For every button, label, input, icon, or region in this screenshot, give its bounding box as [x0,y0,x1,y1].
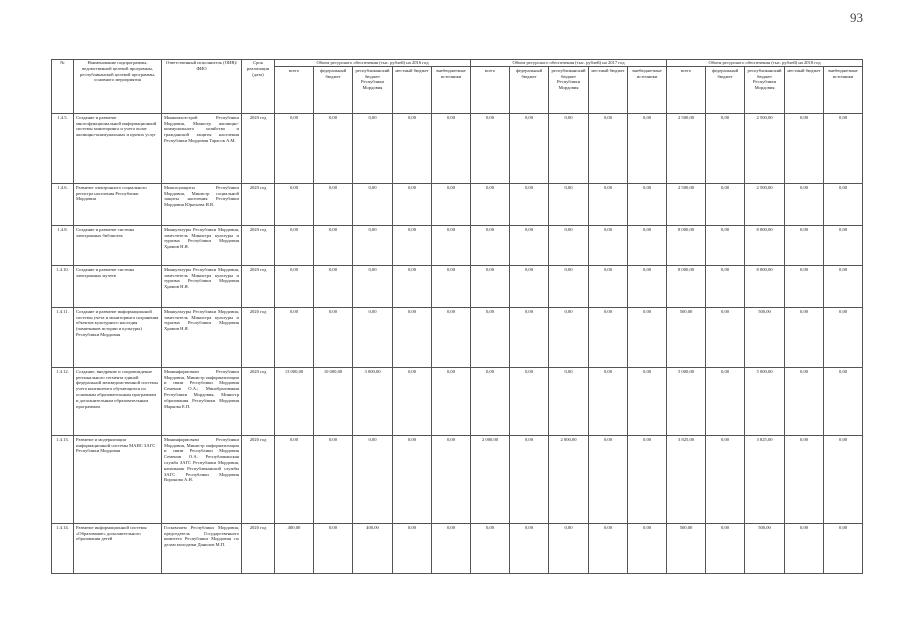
row-value: 0,00 [314,113,353,183]
row-value: 0,00 [785,367,824,435]
row-value: 0,00 [824,435,863,523]
row-value: 0,00 [549,225,589,265]
header-sub-cell: внебюджетные источники [628,66,667,113]
row-value: 0,00 [785,307,824,367]
row-value: 0,00 [706,435,745,523]
row-value: 500,00 [745,307,785,367]
row-value: 0,00 [393,307,432,367]
header-sub-cell: всего [275,66,314,113]
row-value: 0,00 [275,113,314,183]
row-value: 0,00 [314,225,353,265]
row-value: 0,00 [785,113,824,183]
row-value: 0,00 [471,367,510,435]
row-value: 5 000,00 [745,367,785,435]
row-value: 0,00 [353,307,393,367]
row-value: 0,00 [432,265,471,307]
table-row [52,367,863,435]
row-value: 3 825,00 [745,435,785,523]
row-value: 0,00 [824,367,863,435]
row-value: 0,00 [589,265,628,307]
row-value: 0,00 [353,183,393,225]
row-value: 0,00 [275,225,314,265]
row-value: 0,00 [393,183,432,225]
row-value: 2 500,00 [745,113,785,183]
row-value: 0,00 [275,307,314,367]
header-sub-cell: внебюджетные источники [824,66,863,113]
header-period: Срок реализации (дата) [242,60,275,114]
row-value: 0,00 [785,183,824,225]
row-value: 0,00 [706,307,745,367]
row-value: 0,00 [628,113,667,183]
row-value: 400,00 [353,523,393,573]
row-value: 0,00 [353,435,393,523]
header-sub-cell: федеральный бюджет [314,66,353,113]
row-value: 0,00 [314,307,353,367]
row-value: 0,00 [432,435,471,523]
header-name: Наименование подпрограммы, ведомственной целевой программы, республиканской целевой программы, основного мероприятия [74,60,162,114]
row-value: 500,00 [667,307,706,367]
row-name: Создание и развитие информационной системы учета и мониторинга сохранения объектов культурного наследия (памятников истории и культуры) Республики Мордовия [74,307,162,367]
row-number: 1.4.6. [52,183,74,225]
row-number: 1.4.13. [52,435,74,523]
header-responsible: Ответственный исполнитель (ОИВ)/ФИО [162,60,242,114]
row-name: Создание и развитие многофункциональной информационной системы мониторинга и учета оплат жилищно-коммунальных и прочих услуг [74,113,162,183]
row-responsible: Мининформсвязи Республики Мордовия, Министр информатизации и связи Республики Мордовия Семенов О.А.; Минобразования Республики Мордовия, Министр образования Республики Мордовия Маркова Е.П. [162,367,242,435]
row-value: 0,00 [393,435,432,523]
row-value: 0,00 [471,265,510,307]
row-value: 500,00 [745,523,785,573]
row-value: 0,00 [549,265,589,307]
row-value: 0,00 [628,307,667,367]
row-value: 0,00 [549,183,589,225]
row-value: 0,00 [589,523,628,573]
page-number: 93 [850,10,863,25]
row-number: 1.4.11. [52,307,74,367]
row-value: 8 000,00 [667,225,706,265]
row-value: 0,00 [824,265,863,307]
row-value: 0,00 [628,225,667,265]
row-value: 0,00 [549,523,589,573]
row-value: 0,00 [432,183,471,225]
row-value: 0,00 [549,113,589,183]
header-sub-cell: республиканский бюджет Республики Мордовия [549,66,589,113]
row-value: 0,00 [785,435,824,523]
row-value: 0,00 [706,113,745,183]
row-period: 2020 год [242,523,275,573]
row-value: 0,00 [432,307,471,367]
table-row [52,265,863,307]
header-sub-cell: федеральный бюджет [510,66,549,113]
row-value: 0,00 [549,367,589,435]
row-value: 2 500,00 [745,183,785,225]
row-value: 10 000,00 [314,367,353,435]
header-sub-cell: внебюджетные источники [432,66,471,113]
row-value: 0,00 [471,113,510,183]
row-value: 0,00 [432,523,471,573]
row-value: 0,00 [471,307,510,367]
row-value: 0,00 [314,435,353,523]
row-value: 0,00 [628,435,667,523]
row-responsible: Минкультуры Республики Мордовия, заместитель Министра культуры и туризма Республики Мордовия Храмов Н.Я. [162,265,242,307]
row-period: 2020 год [242,367,275,435]
row-value: 8 000,00 [745,265,785,307]
row-value: 0,00 [824,225,863,265]
row-value: 2 500,00 [667,183,706,225]
row-value: 0,00 [589,225,628,265]
row-period: 2020 год [242,225,275,265]
row-value: 0,00 [510,523,549,573]
table-row [52,183,863,225]
row-value: 0,00 [471,183,510,225]
row-value: 0,00 [314,523,353,573]
table-row [52,523,863,573]
row-value: 0,00 [785,225,824,265]
row-value: 5 000,00 [667,367,706,435]
row-value: 0,00 [393,113,432,183]
header-group-2018: Объем ресурсного обеспечения (тыс. рублей) на 2018 год [667,60,863,67]
row-value: 0,00 [471,523,510,573]
row-value: 0,00 [353,225,393,265]
row-value: 0,00 [432,113,471,183]
row-value: 0,00 [393,265,432,307]
header-sub-cell: федеральный бюджет [706,66,745,113]
row-number: 1.4.14. [52,523,74,573]
row-responsible: Мининформсвязи Республики Мордовия, Министр информатизации и связи Республики Мордовия Семенов О.А. Республиканская служба ЗАГС Республики Мордовия, начальник Республиканской службы ЗАГС Республики Мордовия Воронова А.Н. [162,435,242,523]
row-value: 0,00 [314,183,353,225]
row-name: Создание и развитие системы электронных музеев [74,265,162,307]
row-value: 0,00 [549,307,589,367]
row-value: 2 000,00 [471,435,510,523]
row-value: 8 000,00 [745,225,785,265]
row-value: 0,00 [706,265,745,307]
row-period: 2020 год [242,435,275,523]
row-value: 0,00 [353,265,393,307]
row-responsible: Минкультуры Республики Мордовия, заместитель Министра культуры и туризма Республики Мордовия Храмов Н.Я. [162,225,242,265]
row-value: 0,00 [510,113,549,183]
row-value: 0,00 [785,523,824,573]
header-sub-cell: республиканский бюджет Республики Мордовия [745,66,785,113]
row-value: 3 825,00 [667,435,706,523]
table-body [52,113,863,573]
row-value: 0,00 [589,435,628,523]
row-value: 0,00 [824,183,863,225]
row-value: 0,00 [510,307,549,367]
row-name: Создание и развитие системы электронных библиотек [74,225,162,265]
row-name: Развитие электронного социального регистра населения Республики Мордовия [74,183,162,225]
row-responsible: Госкомзаем Республики Мордовия, председатель Государственного комитета Республики Мордовия по делам молодежи Данилов М.П. [162,523,242,573]
row-value: 0,00 [432,225,471,265]
row-value: 0,00 [824,113,863,183]
row-name: Создание, внедрение и сопровождение регионального сегмента единой федеральной межведомственной системы учета контингента обучающихся по основным образовательным программам и дополнительным образовательным программам [74,367,162,435]
table-header [52,60,863,114]
row-value: 0,00 [706,367,745,435]
row-value: 0,00 [706,183,745,225]
row-value: 0,00 [510,183,549,225]
row-value: 0,00 [432,367,471,435]
row-value: 0,00 [393,225,432,265]
header-group-2016: Объем ресурсного обеспечения (тыс. рублей) на 2016 год [275,60,471,67]
row-responsible: Минкультуры Республики Мордовия, заместитель Министра культуры и туризма Республики Мордовия Храмов Н.Я. [162,307,242,367]
row-value: 0,00 [510,265,549,307]
row-value: 0,00 [824,307,863,367]
header-sub-cell: всего [667,66,706,113]
row-value: 0,00 [824,523,863,573]
row-value: 0,00 [393,367,432,435]
row-period: 2020 год [242,183,275,225]
row-number: 1.4.10. [52,265,74,307]
table-row [52,225,863,265]
row-name: Развитие информационной системы «Образование» дополнительного образования детей [74,523,162,573]
header-group-2017: Объем ресурсного обеспечения (тыс. рублей) на 2017 год [471,60,667,67]
row-value: 0,00 [628,265,667,307]
row-value: 0,00 [510,225,549,265]
table-row [52,307,863,367]
row-value: 8 000,00 [667,265,706,307]
row-responsible: Минсоцзащиты Республики Мордовия, Министр социальной защиты населения Республики Мордовия Юрасьева И.В. [162,183,242,225]
row-value: 0,00 [628,367,667,435]
row-value: 0,00 [275,183,314,225]
row-period: 2020 год [242,113,275,183]
row-period: 2020 год [242,265,275,307]
row-responsible: Минкомхозстрой Республики Мордовия, Министр жилищно-коммунального хозяйства и гражданской защиты населения Республики Мордовия Тарасов А.М. [162,113,242,183]
row-value: 0,00 [589,367,628,435]
row-value: 0,00 [589,307,628,367]
row-value: 13 000,00 [275,367,314,435]
header-sub-cell: республиканский бюджет Республики Мордовия [353,66,393,113]
header-sub-cell: местный бюджет [589,66,628,113]
row-period: 2020 год [242,307,275,367]
table-row [52,435,863,523]
header-sub-cell: местный бюджет [785,66,824,113]
row-number: 1.4.5. [52,113,74,183]
row-value: 0,00 [275,435,314,523]
row-value: 0,00 [510,435,549,523]
row-value: 0,00 [589,183,628,225]
row-name: Развитие и модернизация информационной системы МАИС ЗАГС Республики Мордовия [74,435,162,523]
header-sub-cell: местный бюджет [393,66,432,113]
row-value: 0,00 [353,113,393,183]
row-value: 2 500,00 [667,113,706,183]
row-number: 1.4.12. [52,367,74,435]
row-value: 2 000,00 [549,435,589,523]
row-value: 0,00 [589,113,628,183]
row-value: 0,00 [628,183,667,225]
header-number: № [52,60,74,114]
row-value: 0,00 [314,265,353,307]
row-value: 0,00 [628,523,667,573]
row-value: 0,00 [393,523,432,573]
resource-table-wrapper [51,59,862,574]
row-value: 3 000,00 [353,367,393,435]
row-value: 0,00 [471,225,510,265]
row-value: 500,00 [667,523,706,573]
row-value: 0,00 [785,265,824,307]
resource-table [51,59,863,574]
row-value: 0,00 [510,367,549,435]
row-value: 0,00 [706,523,745,573]
table-row [52,113,863,183]
header-sub-cell: всего [471,66,510,113]
row-number: 1.4.8. [52,225,74,265]
row-value: 0,00 [275,265,314,307]
row-value: 400,00 [275,523,314,573]
row-value: 0,00 [706,225,745,265]
